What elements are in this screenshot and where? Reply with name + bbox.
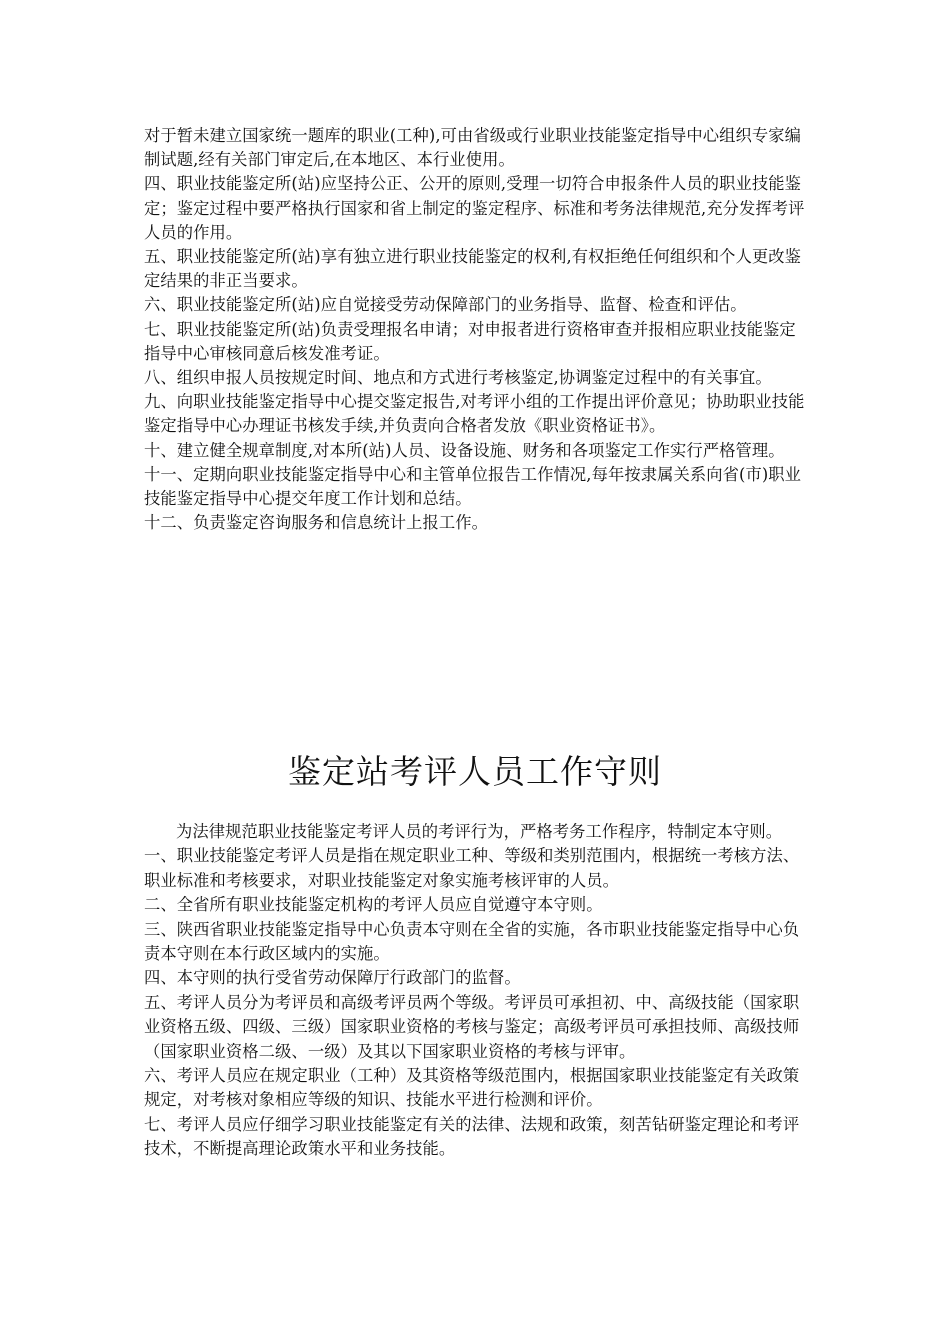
paragraph: 十、建立健全规章制度,对本所(站)人员、设备设施、财务和各项鉴定工作实行严格管理。: [144, 440, 785, 460]
paragraph: 十二、负责鉴定咨询服务和信息统计上报工作。: [144, 513, 489, 533]
paragraph: 二、全省所有职业技能鉴定机构的考评人员应自觉遵守本守则。: [144, 895, 603, 915]
paragraph: 对于暂未建立国家统一题库的职业(工种),可由省级或行业职业技能鉴定指导中心组织专家编制试题,经有关部门审定后,在本地区、本行业使用。: [144, 126, 802, 170]
intro-paragraph: 为法律规范职业技能鉴定考评人员的考评行为，严格考务工作程序，特制定本守则。: [176, 822, 783, 841]
paragraph: 四、本守则的执行受省劳动保障厅行政部门的监督。: [144, 968, 521, 988]
paragraph: 八、组织申报人员按规定时间、地点和方式进行考核鉴定,协调鉴定过程中的有关事宜。: [144, 368, 772, 388]
paragraph: 六、职业技能鉴定所(站)应自觉接受劳动保障部门的业务指导、监督、检查和评估。: [144, 295, 747, 315]
paragraph: 五、考评人员分为考评员和高级考评员两个等级。考评员可承担初、中、高级技能（国家职业资格五级、四级、三级）国家职业资格的考核与鉴定；高级考评员可承担技师、高级技师（国家职业资格二级、一级）及其以下国家职业资格的考核与评审。: [144, 992, 800, 1061]
paragraph: 七、职业技能鉴定所(站)负责受理报名申请；对申报者进行资格审查并报相应职业技能鉴定指导中心审核同意后核发准考证。: [144, 319, 796, 363]
paragraph: 四、职业技能鉴定所(站)应坚持公正、公开的原则,受理一切符合申报条件人员的职业技能鉴定；鉴定过程中要严格执行国家和省上制定的鉴定程序、标准和考务法律规范,充分发挥考评人员的作用。: [144, 174, 805, 242]
paragraph: 五、职业技能鉴定所(站)享有独立进行职业技能鉴定的权利,有权拒绝任何组织和个人更改鉴定结果的非正当要求。: [144, 247, 802, 291]
paragraph: 三、陕西省职业技能鉴定指导中心负责本守则在全省的实施，各市职业技能鉴定指导中心负责本守则在本行政区域内的实施。: [144, 919, 800, 964]
section-examiner-rules: [144, 820, 810, 1162]
section-station-duties: [144, 124, 810, 535]
section-title: 鉴定站考评人员工作守则: [288, 752, 662, 791]
paragraph: 一、职业技能鉴定考评人员是指在规定职业工种、等级和类别范围内，根据统一考核方法、职业标准和考核要求，对职业技能鉴定对象实施考核评审的人员。: [144, 846, 800, 890]
paragraph: 七、考评人员应仔细学习职业技能鉴定有关的法律、法规和政策，刻苦钻研鉴定理论和考评技术，不断提高理论政策水平和业务技能。: [144, 1114, 800, 1159]
paragraph: 六、考评人员应在规定职业（工种）及其资格等级范围内，根据国家职业技能鉴定有关政策规定，对考核对象相应等级的知识、技能水平进行检测和评价。: [144, 1066, 800, 1110]
paragraph: 十一、定期向职业技能鉴定指导中心和主管单位报告工作情况,每年按隶属关系向省(市)职业技能鉴定指导中心提交年度工作计划和总结。: [144, 464, 802, 509]
paragraph: 九、向职业技能鉴定指导中心提交鉴定报告,对考评小组的工作提出评价意见；协助职业技能鉴定指导中心办理证书核发手续,并负责向合格者发放《职业资格证书》。: [144, 392, 805, 436]
